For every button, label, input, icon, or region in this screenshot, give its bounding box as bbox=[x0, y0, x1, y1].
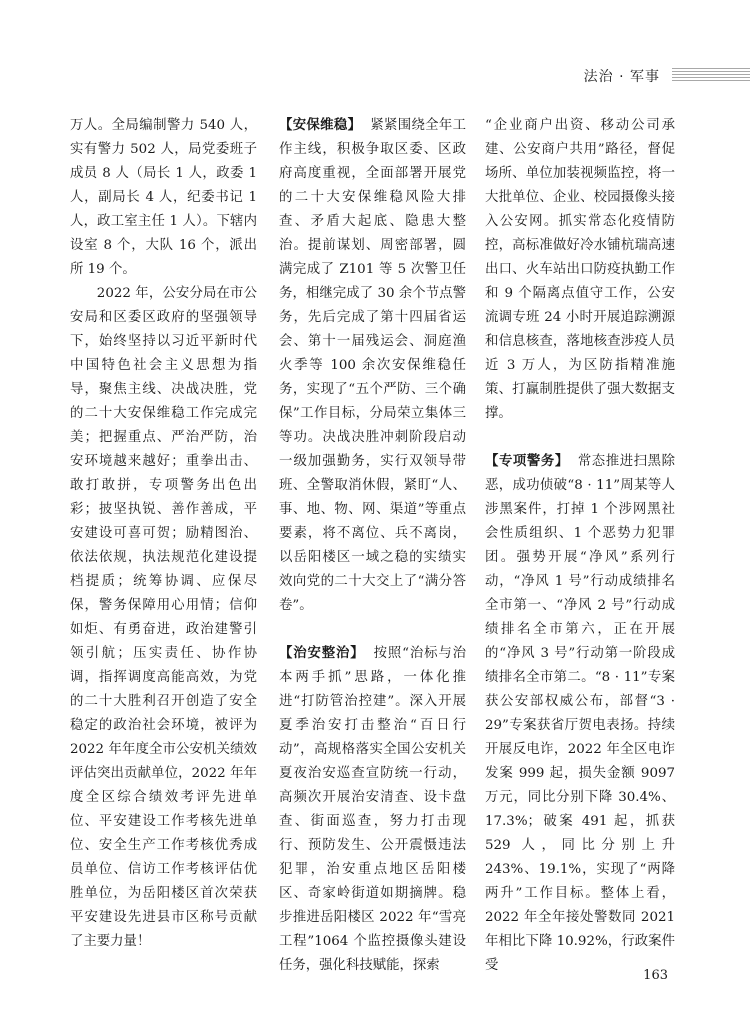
section-special-policing-text: 常态推进扫黑除恶，成功侦破“8 · 11”周某等人涉黑案件，打掉 1 个涉网黑社会性质组织、1 个恶势力犯罪团。强势开展“净风”系列行动，“净风 1 号”行动成绩排名全市第一、“净风 2 号”行动成绩排名全市第六，正在开展的“净风 3 号”行动第一阶段成绩排名全市第二。“8 · 11”专案获公安部权威公布，部督“3 · 29”专案获省厅贺电表扬。持续开展反电诈，2022 年全区电诈发案 999 起，损失金额 9097 万元，同比分别下降 30.4%、17.3%；破案 491 起，抓获 529 人，同比分别上升 243%、19.1%，实现了“两降两升”工作目标。整体上看，2022 年全年接处警数同 2021 年相比下降 10.92%，行政案件受 bbox=[485, 454, 676, 973]
section-special-policing-tag: 【专项警务】 bbox=[485, 454, 569, 469]
column-2 bbox=[279, 114, 466, 978]
section-public-order-tag: 【治安整治】 bbox=[279, 646, 365, 661]
paragraph-continued: “企业商户出资、移动公司承建、公安商户共用”路径，督促场所、单位加装视频监控，将一大批单位、企业、校园摄像头接入公安网。抓实常态化疫情防控，高标准做好冷水铺杭瑞高速出口、火车站出口防疫执勤工作和 9 个隔离点值守工作，公安流调专班 24 小时开展追踪溯源和信息核查，落地核查涉疫人员近 3 万人，为区防指精准施策、打赢制胜提供了强大数据支撑。 bbox=[485, 118, 675, 421]
page-number: 163 bbox=[643, 968, 668, 983]
section-title: 法治 · 军事 bbox=[583, 69, 660, 85]
section-security bbox=[279, 114, 466, 618]
column-1 bbox=[70, 114, 257, 954]
column-3 bbox=[485, 114, 675, 978]
section-special-policing bbox=[485, 450, 675, 978]
paragraph-2022-summary: 2022 年，公安分局在市公安局和区委区政府的坚强领导下，始终坚持以习近平新时代中国特色社会主义思想为指导，聚焦主线、决战决胜，党的二十大安保维稳工作完成完美；把握重点、严治严防，治安环境越来越好；重拳出击、敢打敢拼，专项警务出色出彩；披坚执锐、善作善成，平安建设可喜可贺；励精图治、依法依规，执法规范化建设提档提质；统筹协调、应保尽保，警务保障用心用情；信仰如炬、有勇奋进，政治建警引领引航；压实责任、协作协调，指挥调度高能高效，为党的二十大胜利召开创造了安全稳定的政治社会环境，被评为 2022 年年度全市公安机关绩效评估突出贡献单位，2022 年年度全区综合绩效考评先进单位、平安建设工作考核先进单位、安全生产工作考核优秀成员单位、信访工作考核评估优胜单位，为岳阳楼区首次荣获平安建设先进县市区称号贡献了主要力量！ bbox=[70, 286, 257, 949]
section-security-text: 紧紧围绕全年工作主线，积极争取区委、区政府高度重视，全面部署开展党的二十大安保维稳风险大排查、矛盾大起底、隐患大整治。提前谋划、周密部署，圆满完成了 Z101 等 5 次警卫任务，相继完成了 30 余个节点警务，先后完成了第十四届省运会、第十一届残运会、洞庭渔火季等 100 余次安保维稳任务，实现了“五个严防、三个确保”工作目标，分局荣立集体三等功。决战决胜冲刺阶段启动一级加强勤务，实行双领导带班、全警取消休假，紧盯“人、事、地、物、网、渠道”等重点要素，将不离位、兵不离岗，以岳阳楼区一域之稳的实绩实效向党的二十大交上了“满分答卷”。 bbox=[279, 118, 467, 613]
paragraph-staffing: 万人。全局编制警力 540 人，实有警力 502 人，局党委班子成员 8 人（局长 1 人，政委 1 人，副局长 4 人，纪委书记 1 人，政工室主任 1 人）。下辖内设室 8 个，大队 16 个，派出所 19 个。 bbox=[70, 118, 257, 277]
header-decorative-rule bbox=[672, 68, 750, 83]
section-public-order bbox=[279, 642, 466, 978]
section-security-tag: 【安保维稳】 bbox=[279, 118, 362, 133]
section-public-order-text: 按照“治标与治本两手抓”思路，一体化推进“打防管治控建”。深入开展夏季治安打击整治“百日行动”，高规格落实全国公安机关夏夜治安巡查宣防统一行动，高频次开展治安清查、设卡盘查、街面巡查，努力打击现行、预防发生、公开震慑违法犯罪，治安重点地区岳阳楼区、奇家岭街道如期摘牌。稳步推进岳阳楼区 2022 年“雪亮工程”1064 个监控摄像头建设任务，强化科技赋能，探索 bbox=[279, 646, 466, 973]
